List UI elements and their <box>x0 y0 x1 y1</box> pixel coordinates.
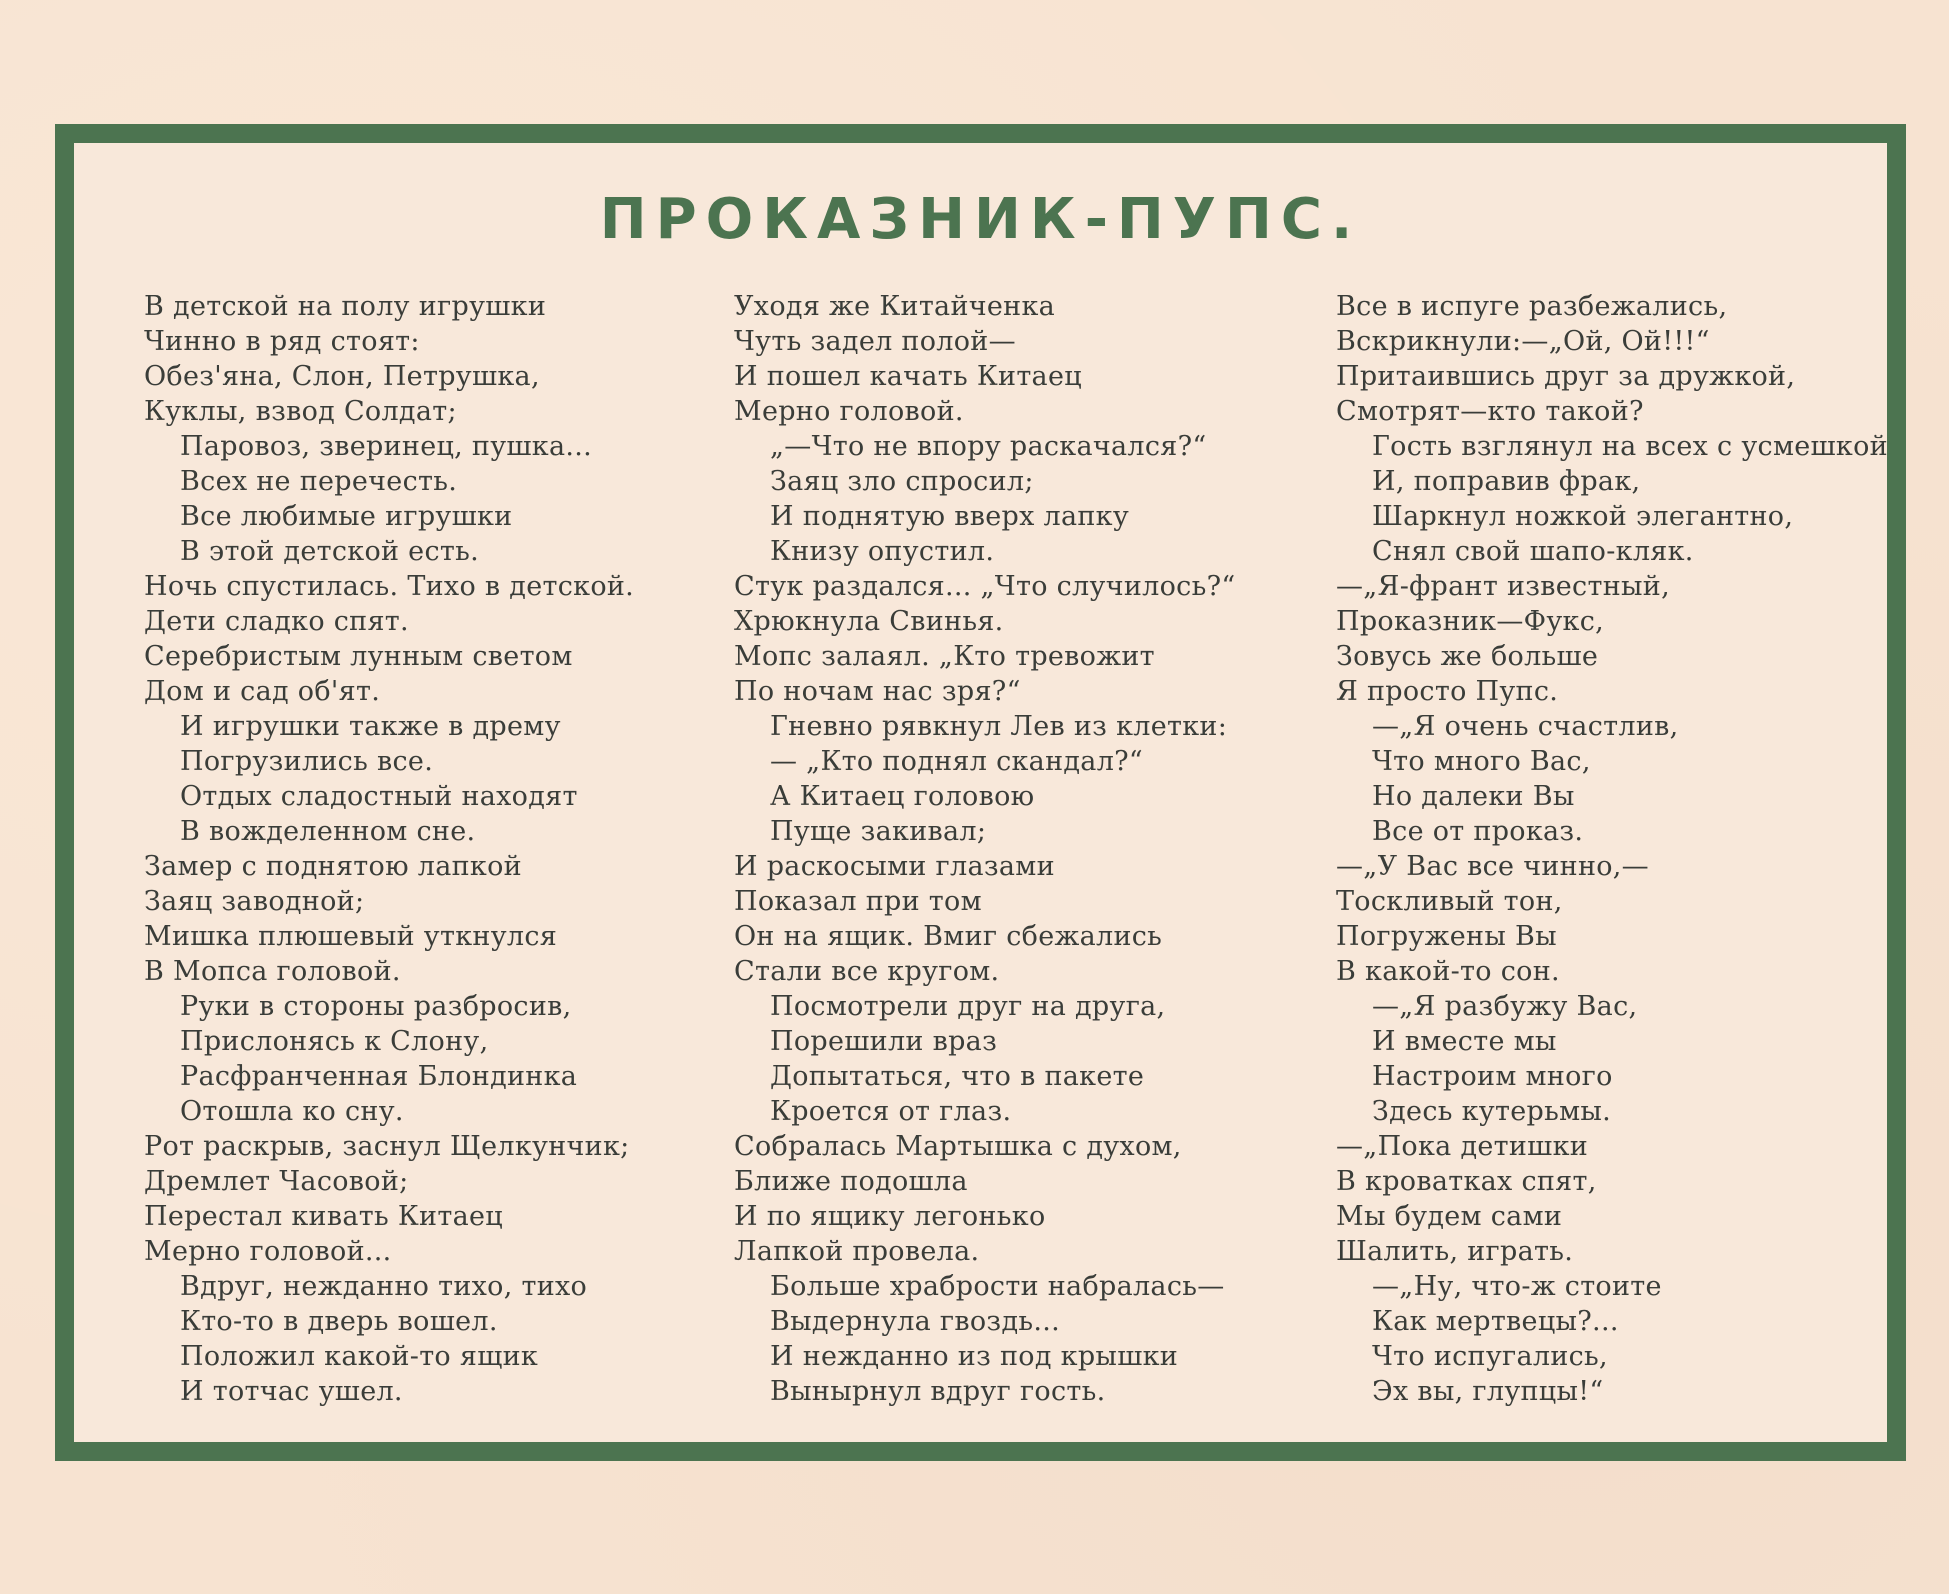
poem-line: —„Я-франт известный, <box>1336 571 1670 602</box>
poem-line: Шалить, играть. <box>1336 1236 1574 1267</box>
poem-line: И поднятую вверх лапку <box>770 501 1130 532</box>
poem-line: Стук раздался... „Что случилось?“ <box>734 571 1236 602</box>
poem-line: И нежданно из под крышки <box>770 1341 1179 1372</box>
poem-line: Зовусь же больше <box>1336 641 1599 672</box>
poem-title: ПРОКАЗНИК-ПУПС. <box>599 187 1362 252</box>
poem-line: Шаркнул ножкой элегантно, <box>1372 501 1794 532</box>
poem-line: Ближе подошла <box>734 1166 968 1197</box>
poem-line: И пошел качать Китаец <box>734 361 1082 392</box>
poem-line: И игрушки также в дрему <box>180 711 561 742</box>
poem-line: Погружены Вы <box>1336 921 1557 952</box>
poem-line: Заяц заводной; <box>144 886 365 917</box>
poem-line: Притаившись друг за дружкой, <box>1336 361 1796 392</box>
poem-line: Как мертвецы?... <box>1372 1306 1619 1337</box>
poem-line: А Китаец головою <box>770 781 1035 812</box>
poem-line: И тотчас ушел. <box>180 1376 403 1407</box>
poem-line: Отошла ко сну. <box>180 1096 404 1127</box>
poem-line: В детской на полу игрушки <box>144 291 547 322</box>
poem-line: Стали все кругом. <box>734 956 1000 987</box>
poem-line: Гость взглянул на всех с усмешкой <box>1372 431 1888 462</box>
poem-line: Смотрят—кто такой? <box>1336 396 1644 427</box>
poem-line: Мопс залаял. „Кто тревожит <box>734 641 1155 672</box>
poem-line: Дом и сад об'ят. <box>144 676 381 707</box>
poem-line: Все в испуге разбежались, <box>1336 291 1728 322</box>
poem-line: И вместе мы <box>1372 1026 1557 1057</box>
poem-line: Я просто Пупс. <box>1336 676 1559 707</box>
poem-line: Чинно в ряд стоят: <box>144 326 420 357</box>
poem-line: В какой-то сон. <box>1336 956 1560 987</box>
poem-line: Дремлет Часовой; <box>144 1166 409 1197</box>
poem-column-2 <box>734 289 1314 1409</box>
poem-line: Погрузились все. <box>180 746 434 777</box>
poem-line: Проказник—Фукс, <box>1336 606 1605 637</box>
poem-line: Заяц зло спросил; <box>770 466 1034 497</box>
poem-line: Обез'яна, Слон, Петрушка, <box>144 361 540 392</box>
poem-line: Показал при том <box>734 886 982 917</box>
poem-line: Допытаться, что в пакете <box>770 1061 1145 1092</box>
poem-line: Дети сладко спят. <box>144 606 409 637</box>
poem-line: Что много Вас, <box>1372 746 1591 777</box>
poem-line: Мерно головой. <box>734 396 964 427</box>
poem-line: Расфранченная Блондинка <box>180 1061 578 1092</box>
poem-line: Настроим много <box>1372 1061 1613 1092</box>
poem-line: По ночам нас зря?“ <box>734 676 1021 707</box>
poem-frame <box>55 124 1906 1461</box>
poem-line: —„Ну, что-ж стоите <box>1372 1271 1662 1302</box>
poem-line: Здесь кутерьмы. <box>1372 1096 1612 1127</box>
poem-line: Вдруг, нежданно тихо, тихо <box>180 1271 588 1302</box>
poem-line: —„У Вас все чинно,— <box>1336 851 1649 882</box>
poem-line: В вожделенном сне. <box>180 816 476 847</box>
poem-column-3 <box>1336 289 1916 1409</box>
poem-line: Книзу опустил. <box>770 536 995 567</box>
poem-line: Вскрикнули:—„Ой, Ой!!!“ <box>1336 326 1710 357</box>
poem-line: Чуть задел полой— <box>734 326 1016 357</box>
poem-line: Кроется от глаз. <box>770 1096 1012 1127</box>
poem-line: Мишка плюшевый уткнулся <box>144 921 558 952</box>
poem-line: Отдых сладостный находят <box>180 781 578 812</box>
poem-line: В этой детской есть. <box>180 536 480 567</box>
poem-line: Он на ящик. Вмиг сбежались <box>734 921 1163 952</box>
poem-line: И раскосыми глазами <box>734 851 1055 882</box>
poem-line: Эх вы, глупцы!“ <box>1372 1376 1604 1407</box>
poem-line: Замер с поднятою лапкой <box>144 851 522 882</box>
poem-line: Положил какой-то ящик <box>180 1341 539 1372</box>
poem-line: —„Пока детишки <box>1336 1131 1589 1162</box>
poem-line: —„Я разбужу Вас, <box>1372 991 1638 1022</box>
poem-line: Рот раскрыв, заснул Щелкунчик; <box>144 1131 630 1162</box>
poem-line: Выдернула гвоздь... <box>770 1306 1061 1337</box>
poem-line: Что испугались, <box>1372 1341 1608 1372</box>
poem-line: В Мопса головой. <box>144 956 401 987</box>
poem-line: Мы будем сами <box>1336 1201 1563 1232</box>
poem-line: В кроватках спят, <box>1336 1166 1597 1197</box>
poem-line: Паровоз, зверинец, пушка... <box>180 431 593 462</box>
poem-line: „—Что не впору раскачался?“ <box>770 431 1207 462</box>
poem-line: Лапкой провела. <box>734 1236 980 1267</box>
poem-line: Но далеки Вы <box>1372 781 1575 812</box>
poem-line: Порешили враз <box>770 1026 998 1057</box>
poem-line: Все любимые игрушки <box>180 501 513 532</box>
poem-line: Прислонясь к Слону, <box>180 1026 489 1057</box>
poem-line: Больше храбрости набралась— <box>770 1271 1225 1302</box>
poem-line: Куклы, взвод Солдат; <box>144 396 457 427</box>
poem-line: Мерно головой... <box>144 1236 392 1267</box>
poem-line: Снял свой шапо-кляк. <box>1372 536 1694 567</box>
poem-line: Хрюкнула Свинья. <box>734 606 1004 637</box>
poem-line: Руки в стороны разбросив, <box>180 991 572 1022</box>
poem-line: Ночь спустилась. Тихо в детской. <box>144 571 635 602</box>
poem-line: Собралась Мартышка с духом, <box>734 1131 1182 1162</box>
poem-line: Тоскливый тон, <box>1336 886 1563 917</box>
poem-line: Всех не перечесть. <box>180 466 458 497</box>
poem-line: И по ящику легонько <box>734 1201 1046 1232</box>
poem-column-1 <box>144 289 724 1409</box>
poem-line: Серебристым лунным светом <box>144 641 573 672</box>
poem-line: Кто-то в дверь вошел. <box>180 1306 498 1337</box>
poem-line: Уходя же Китайченка <box>734 291 1056 322</box>
poem-line: —„Я очень счастлив, <box>1372 711 1679 742</box>
poem-line: — „Кто поднял скандал?“ <box>770 746 1144 777</box>
poem-line: Все от проказ. <box>1372 816 1584 847</box>
poem-line: Гневно рявкнул Лев из клетки: <box>770 711 1228 742</box>
poem-line: Перестал кивать Китаец <box>144 1201 503 1232</box>
poem-line: Пуще закивал; <box>770 816 987 847</box>
poem-line: Посмотрели друг на друга, <box>770 991 1166 1022</box>
poem-line: И, поправив фрак, <box>1372 466 1641 497</box>
poem-line: Вынырнул вдруг гость. <box>770 1376 1106 1407</box>
